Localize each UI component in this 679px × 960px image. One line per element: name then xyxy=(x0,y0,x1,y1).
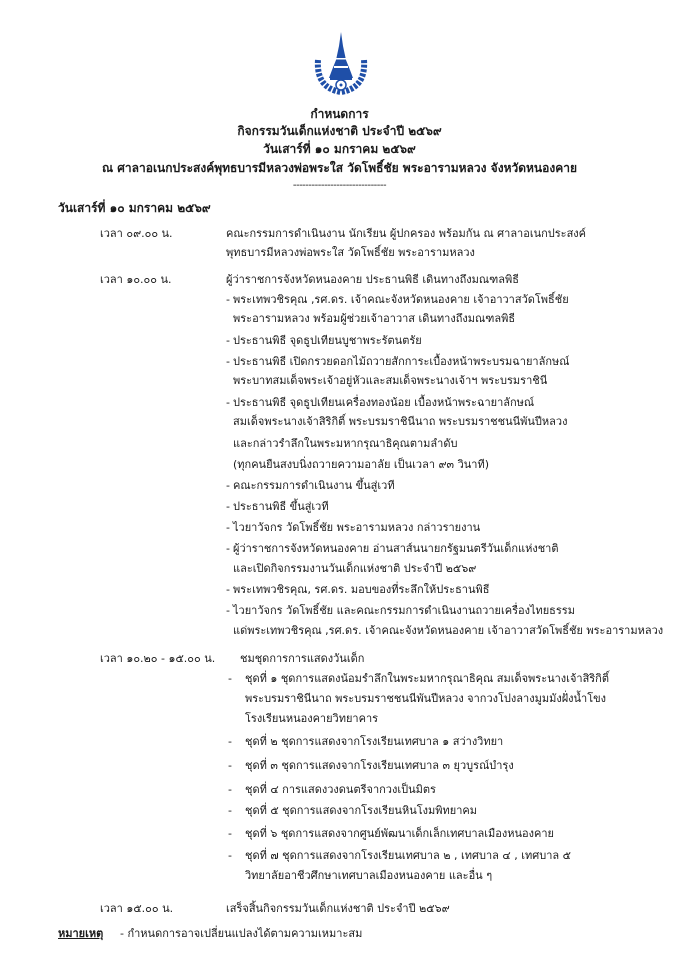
bullet-dash: - xyxy=(228,735,232,748)
desc-line: เสร็จสิ้นกิจกรรมวันเด็กแห่งชาติ ประจำปี ๒๕๖๙ xyxy=(226,902,450,915)
list-item: และเปิดกิจกรรมงานวันเด็กแห่งชาติ ประจำปี ๒๕๖๙ xyxy=(233,562,477,575)
list-item: คณะกรรมการดำเนินงาน ขึ้นสู่เวที xyxy=(233,479,395,492)
bullet-dash: - xyxy=(226,355,230,368)
temple-logo xyxy=(310,30,372,96)
day-heading: วันเสาร์ที่ ๑๐ มกราคม ๒๕๖๙ xyxy=(58,201,211,215)
list-item: วิทยาลัยอาชีวศึกษาเทศบาลเมืองหนองคาย และอื่น ๆ xyxy=(245,869,493,882)
bullet-dash: - xyxy=(228,827,232,840)
list-item: โรงเรียนหนองคายวิทยาคาร xyxy=(245,712,379,725)
event-venue: ณ ศาลาอเนกประสงค์พุทธบารมีหลวงพ่อพระใส วัดโพธิ์ชัย พระอารามหลวง จังหวัดหนองคาย xyxy=(101,161,577,175)
time-0900: เวลา ๐๙.๐๐ น. xyxy=(100,227,173,240)
note-text: - กำหนดการอาจเปลี่ยนแปลงได้ตามความเหมาะสม xyxy=(120,927,363,940)
time-1500: เวลา ๑๕.๐๐ น. xyxy=(100,902,174,915)
list-item: ประธานพิธี ขึ้นสู่เวที xyxy=(233,500,329,513)
desc-line: ผู้ว่าราชการจังหวัดหนองคาย ประธานพิธี เดินทางถึงมณฑลพิธี xyxy=(226,273,519,286)
list-item: (ทุกคนยืนสงบนิ่งถวายความอาลัย เป็นเวลา ๙๓ วินาที) xyxy=(233,458,489,471)
bullet-dash: - xyxy=(226,500,230,513)
bullet-dash: - xyxy=(228,804,232,817)
list-item: ชุดที่ ๒ ชุดการแสดงจากโรงเรียนเทศบาล ๑ สว่างวิทยา xyxy=(245,735,504,748)
bullet-dash: - xyxy=(228,672,232,685)
list-item: ประธานพิธี เปิดกรวยดอกไม้ถวายสักการะเบื้องหน้าพระบรมฉายาลักษณ์ xyxy=(233,355,570,368)
bullet-dash: - xyxy=(226,521,230,534)
time-1000: เวลา ๑๐.๐๐ น. xyxy=(100,273,172,286)
list-item: ผู้ว่าราชการจังหวัดหนองคาย อ่านสาส์นนายกรัฐมนตรีวันเด็กแห่งชาติ xyxy=(233,542,559,555)
event-name: กิจกรรมวันเด็กแห่งชาติ ประจำปี ๒๕๖๙ xyxy=(237,124,442,138)
list-item: ชุดที่ ๓ ชุดการแสดงจากโรงเรียนเทศบาล ๓ ยุวบูรณ์บำรุง xyxy=(245,759,514,772)
list-item: พระบรมราชินีนาถ พระบรมราชชนนีพันปีหลวง จากวงโปงลางมูมมังฝั่งน้ำโขง xyxy=(245,692,607,705)
bullet-dash: - xyxy=(226,583,230,596)
event-date: วันเสาร์ที่ ๑๐ มกราคม ๒๕๖๙ xyxy=(263,142,416,156)
desc-line: คณะกรรมการดำเนินงาน นักเรียน ผู้ปกครอง พร้อมกัน ณ ศาลาอเนกประสงค์ xyxy=(226,227,587,240)
list-item: ประธานพิธี จุดธูปเทียนบูชาพระรัตนตรัย xyxy=(233,334,422,347)
bullet-dash: - xyxy=(228,759,232,772)
list-item: พระบาทสมเด็จพระเจ้าอยู่หัวและสมเด็จพระนางเจ้าฯ พระบรมราชินี xyxy=(233,374,548,387)
list-item: พระเทพวชิรคุณ ,รศ.ดร. เจ้าคณะจังหวัดหนองคาย เจ้าอาวาสวัดโพธิ์ชัย xyxy=(233,293,569,306)
list-item: พระอารามหลวง พร้อมผู้ช่วยเจ้าอาวาส เดินทางถึงมณฑลพิธี xyxy=(233,312,516,325)
bullet-dash: - xyxy=(226,293,230,306)
bullet-dash: - xyxy=(228,849,232,862)
list-item: ชุดที่ ๔ การแสดงวงดนตรีจากวงเป็นมิตร xyxy=(245,783,436,796)
bullet-dash: - xyxy=(226,479,230,492)
desc-line: ชมชุดการการแสดงวันเด็ก xyxy=(240,652,365,665)
bullet-dash: - xyxy=(226,396,230,409)
list-item: ชุดที่ ๕ ชุดการแสดงจากโรงเรียนหินโงมพิทยาคม xyxy=(245,804,477,817)
bullet-dash: - xyxy=(226,334,230,347)
list-item: ไวยาวัจกร วัดโพธิ์ชัย พระอารามหลวง กล่าวรายงาน xyxy=(233,521,481,534)
list-item: พระเทพวชิรคุณ, รศ.ดร. มอบของที่ระลึกให้ประธานพิธี xyxy=(233,583,490,596)
list-item: ชุดที่ ๖ ชุดการแสดงจากศูนย์พัฒนาเด็กเล็กเทศบาลเมืองหนองคาย xyxy=(245,827,554,840)
list-item: ชุดที่ ๑ ชุดการแสดงน้อมรำลึกในพระมหากรุณาธิคุณ สมเด็จพระนางเจ้าสิริกิติ์ xyxy=(245,672,609,685)
list-item: และกล่าวรำลึกในพระมหากรุณาธิคุณตามลำดับ xyxy=(233,437,458,450)
bullet-dash: - xyxy=(228,783,232,796)
separator-line: ------------------------------ xyxy=(292,180,387,191)
list-item: ประธานพิธี จุดธูปเทียนเครื่องทองน้อย เบื้องหน้าพระฉายาลักษณ์ xyxy=(233,396,535,409)
list-item: สมเด็จพระนางเจ้าสิริกิติ์ พระบรมราชินีนาถ พระบรมราชชนนีพันปีหลวง xyxy=(233,415,568,428)
bullet-dash: - xyxy=(226,542,230,555)
note-label: หมายเหตุ xyxy=(58,927,104,940)
desc-line: พุทธบารมีหลวงพ่อพระใส วัดโพธิ์ชัย พระอารามหลวง xyxy=(226,246,475,259)
time-1020-1500: เวลา ๑๐.๒๐ - ๑๕.๐๐ น. xyxy=(100,652,216,665)
list-item: ชุดที่ ๗ ชุดการแสดงจากโรงเรียนเทศบาล ๒ , เทศบาล ๔ , เทศบาล ๕ xyxy=(245,849,571,862)
list-item: แด่พระเทพวชิรคุณ ,รศ.ดร. เจ้าคณะจังหวัดหนองคาย เจ้าอาวาสวัดโพธิ์ชัย พระอารามหลวง xyxy=(233,624,664,637)
bullet-dash: - xyxy=(226,604,230,617)
list-item: ไวยาวัจกร วัดโพธิ์ชัย และคณะกรรมการดำเนินงานถวายเครื่องไทยธรรม xyxy=(233,604,575,617)
document-title: กำหนดการ xyxy=(310,107,369,121)
